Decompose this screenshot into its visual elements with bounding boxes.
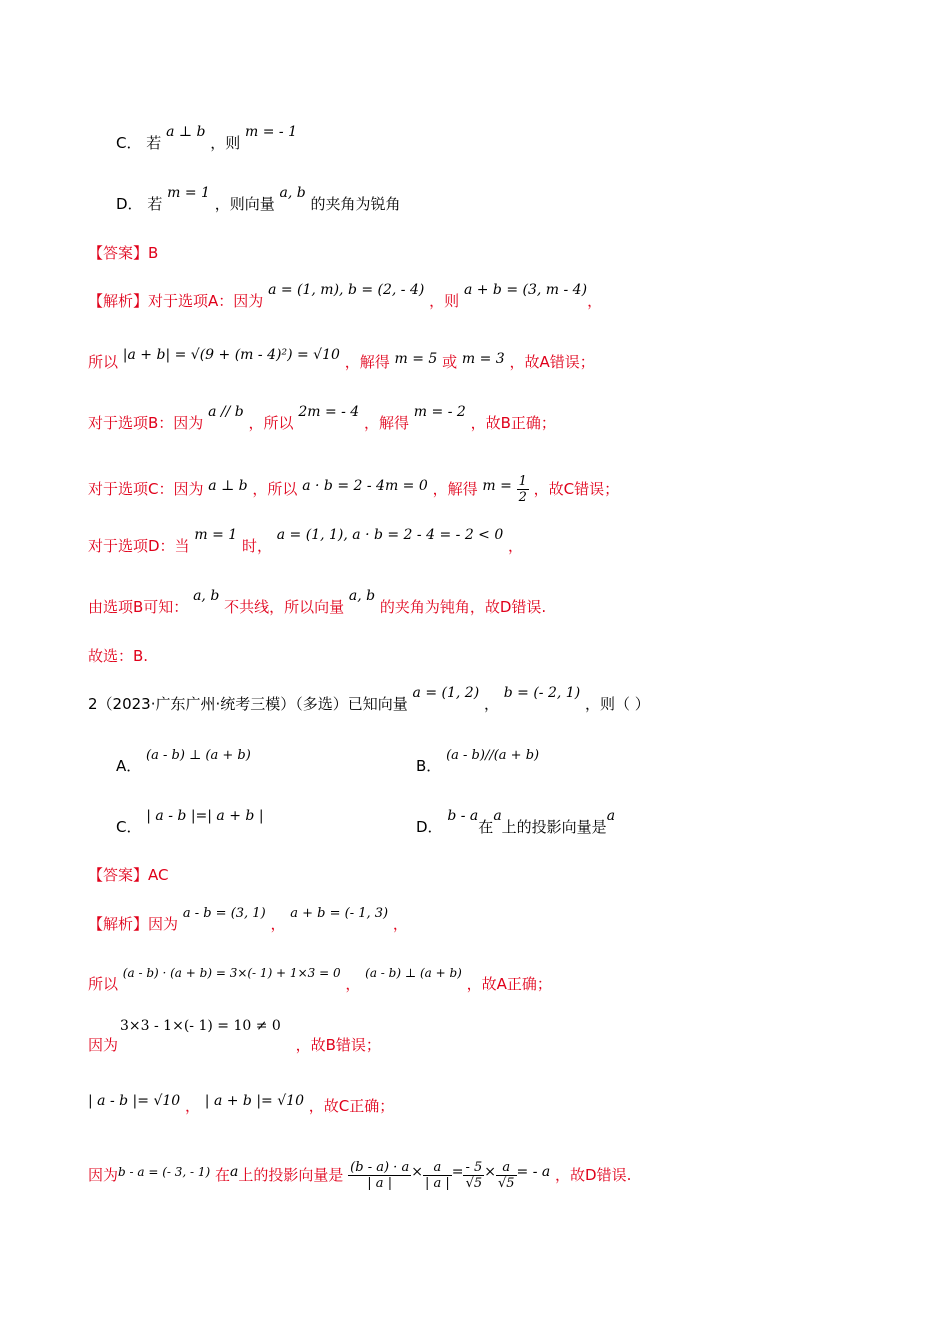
- fraction-numerator: a: [496, 1160, 517, 1176]
- analysis-line-4: [88, 474, 619, 505]
- math-expr: m = - 2: [413, 404, 466, 420]
- math-operator: ×: [484, 1164, 496, 1180]
- analysis-text: ，解得: [344, 353, 390, 371]
- math-expr: (a - b) · (a + b) = 3×(- 1) + 1×3 = 0: [122, 966, 341, 980]
- fraction-denominator: | a |: [424, 1176, 450, 1191]
- option-text: 若: [146, 134, 162, 152]
- fraction-numerator: - 5: [465, 1160, 483, 1175]
- math-expr: | a + b |= √10: [204, 1093, 304, 1109]
- fraction: [517, 474, 529, 505]
- analysis-text: ，故C错误；: [533, 480, 620, 498]
- math-expr: = - a: [516, 1164, 551, 1180]
- question-2-stem: [88, 685, 650, 714]
- analysis-conclusion: 故选：B.: [88, 647, 149, 665]
- analysis-text: 所以: [88, 975, 119, 993]
- math-expr: a, b: [193, 588, 220, 604]
- analysis-text: ，解得: [432, 480, 478, 498]
- fraction: [348, 1160, 411, 1191]
- option-label: C．: [116, 134, 142, 152]
- q2-analysis-line-5: [88, 1160, 631, 1191]
- math-expr: a + b = (3, m - 4): [463, 282, 588, 298]
- question-text: ，: [483, 695, 499, 713]
- math-expr: b - a = (- 3, - 1): [118, 1165, 211, 1179]
- math-expr: a: [230, 1164, 239, 1180]
- option-text: ，则向量: [214, 195, 275, 213]
- analysis-text: 或: [442, 353, 458, 371]
- analysis-text: 时，: [241, 537, 272, 555]
- analysis-text: ，故B错误；: [295, 1036, 381, 1054]
- math-expr: b - a: [447, 808, 479, 824]
- analysis-text: 对于选项C：因为: [88, 480, 204, 498]
- q2-option-c: [116, 808, 264, 837]
- question-number: 2: [88, 695, 98, 713]
- q2-analysis-line-2: [88, 966, 552, 994]
- q2-analysis-line-3-math: [120, 1016, 281, 1034]
- analysis-text: ，: [184, 1097, 200, 1115]
- option-label: C．: [116, 818, 142, 836]
- analysis-text: ，: [270, 915, 286, 933]
- q2-answer: 【答案】AC: [88, 866, 169, 884]
- analysis-text: 对于选项D：当: [88, 537, 190, 555]
- fraction-numerator: (b - a) · a: [350, 1160, 410, 1175]
- math-expr: 2m = - 4: [298, 404, 360, 420]
- analysis-text: ，则: [429, 292, 460, 310]
- math-expr: 3×3 - 1×(- 1) = 10 ≠ 0: [120, 1018, 281, 1034]
- option-c-prev: [116, 124, 298, 153]
- math-operator: ×: [411, 1164, 423, 1180]
- analysis-text: 由选项B可知：: [88, 598, 189, 616]
- math-expr: m = 5: [394, 351, 438, 367]
- math-expr: b = (- 2, 1): [503, 685, 581, 701]
- analysis-text: ，故B正确；: [470, 414, 556, 432]
- option-label: B．: [416, 757, 442, 775]
- q2-analysis-line-3: [88, 1034, 381, 1055]
- math-expr: (a - b) ⊥ (a + b): [146, 748, 251, 763]
- option-text: 在: [478, 818, 494, 836]
- math-expr: m = 3: [461, 351, 505, 367]
- math-expr: a + b = (- 1, 3): [290, 906, 389, 921]
- math-expr: (a - b)//(a + b): [446, 748, 540, 763]
- analysis-text: ，: [392, 915, 408, 933]
- fraction: [463, 1160, 484, 1191]
- analysis-text: 因为: [88, 1036, 119, 1054]
- fraction: [423, 1160, 452, 1191]
- math-expr: m = 1: [194, 527, 238, 543]
- analysis-text: ，解得: [364, 414, 410, 432]
- analysis-text: ，所以: [252, 480, 298, 498]
- analysis-text: ，故C正确；: [308, 1097, 395, 1115]
- fraction-numerator: a: [423, 1160, 452, 1176]
- question-text: （2023·广东广州·统考三模）（多选）已知向量: [97, 695, 408, 713]
- math-expr: a // b: [208, 404, 244, 420]
- analysis-tag: 【解析】: [88, 292, 149, 310]
- analysis-line-1: [88, 282, 603, 311]
- math-expr: a: [606, 808, 616, 824]
- answer-prev: 【答案】B: [88, 244, 159, 262]
- math-expr: a ⊥ b: [208, 478, 248, 494]
- math-expr: m =: [482, 478, 512, 494]
- q2-option-b: [416, 748, 540, 776]
- analysis-text: 的夹角为钝角，故D错误.: [379, 598, 547, 616]
- math-operator: =: [451, 1164, 464, 1180]
- analysis-text: 对于选项B：因为: [88, 414, 204, 432]
- option-text: 若: [147, 195, 163, 213]
- analysis-text: ，故D错误.: [555, 1166, 632, 1184]
- analysis-line-3: [88, 404, 556, 433]
- option-label: A．: [116, 757, 142, 775]
- analysis-text: 不共线，所以向量: [224, 598, 345, 616]
- math-expr: a = (1, m), b = (2, - 4): [268, 282, 425, 298]
- option-label: D．: [416, 818, 443, 836]
- option-text: 上的投影向量是: [501, 818, 607, 836]
- q2-analysis-line-4: [88, 1095, 394, 1116]
- analysis-line-6: [88, 588, 547, 617]
- math-expr: a - b = (3, 1): [182, 906, 266, 921]
- analysis-text: ，故A正确；: [466, 975, 552, 993]
- math-expr: m = 1: [167, 185, 210, 201]
- math-expr: a · b = 2 - 4m = 0: [302, 478, 428, 494]
- fraction-denominator: √5: [497, 1176, 515, 1191]
- fraction-denominator: √5: [465, 1176, 483, 1191]
- analysis-text: ，: [587, 292, 603, 310]
- analysis-text: ，: [508, 537, 524, 555]
- q2-option-a: [116, 748, 251, 776]
- math-expr: | a - b |= √10: [88, 1093, 181, 1109]
- math-expr: a = (1, 1), a · b = 2 - 4 = - 2 < 0: [276, 527, 504, 543]
- analysis-text: 所以: [88, 353, 119, 371]
- q2-option-d: [416, 808, 616, 837]
- fraction-numerator: 1: [518, 474, 527, 489]
- analysis-text: 对于选项A：因为: [148, 292, 264, 310]
- analysis-line-2: [88, 347, 595, 372]
- analysis-text: ，所以: [248, 414, 294, 432]
- q2-analysis-line-1: [88, 906, 408, 934]
- math-expr: m = - 1: [245, 124, 298, 140]
- analysis-text: ，: [345, 975, 361, 993]
- option-label: D．: [116, 195, 143, 213]
- math-expr: a, b: [279, 185, 306, 201]
- fraction-denominator: | a |: [367, 1176, 393, 1191]
- analysis-text: 因为: [88, 1166, 119, 1184]
- analysis-text: 上的投影向量是: [238, 1166, 344, 1184]
- analysis-tag: 【解析】: [88, 915, 149, 933]
- math-expr: (a - b) ⊥ (a + b): [365, 966, 462, 980]
- option-d-prev: [116, 185, 401, 214]
- math-expr: a ⊥ b: [166, 124, 206, 140]
- analysis-text: 因为: [148, 915, 179, 933]
- analysis-line-5: [88, 527, 524, 556]
- option-text: 的夹角为锐角: [310, 195, 401, 213]
- math-expr: a, b: [348, 588, 376, 604]
- fraction-denominator: 2: [518, 490, 527, 505]
- question-text: ，则（ ）: [584, 695, 650, 713]
- math-expr: a: [493, 808, 502, 824]
- math-expr: |a + b| = √(9 + (m - 4)²) = √10: [122, 347, 340, 363]
- fraction: [496, 1160, 517, 1191]
- math-expr: | a - b |=| a + b |: [146, 808, 264, 824]
- analysis-text: ，故A错误；: [509, 353, 595, 371]
- math-expr: a = (1, 2): [412, 685, 480, 701]
- analysis-text: 在: [215, 1166, 231, 1184]
- option-text: ，则: [210, 134, 241, 152]
